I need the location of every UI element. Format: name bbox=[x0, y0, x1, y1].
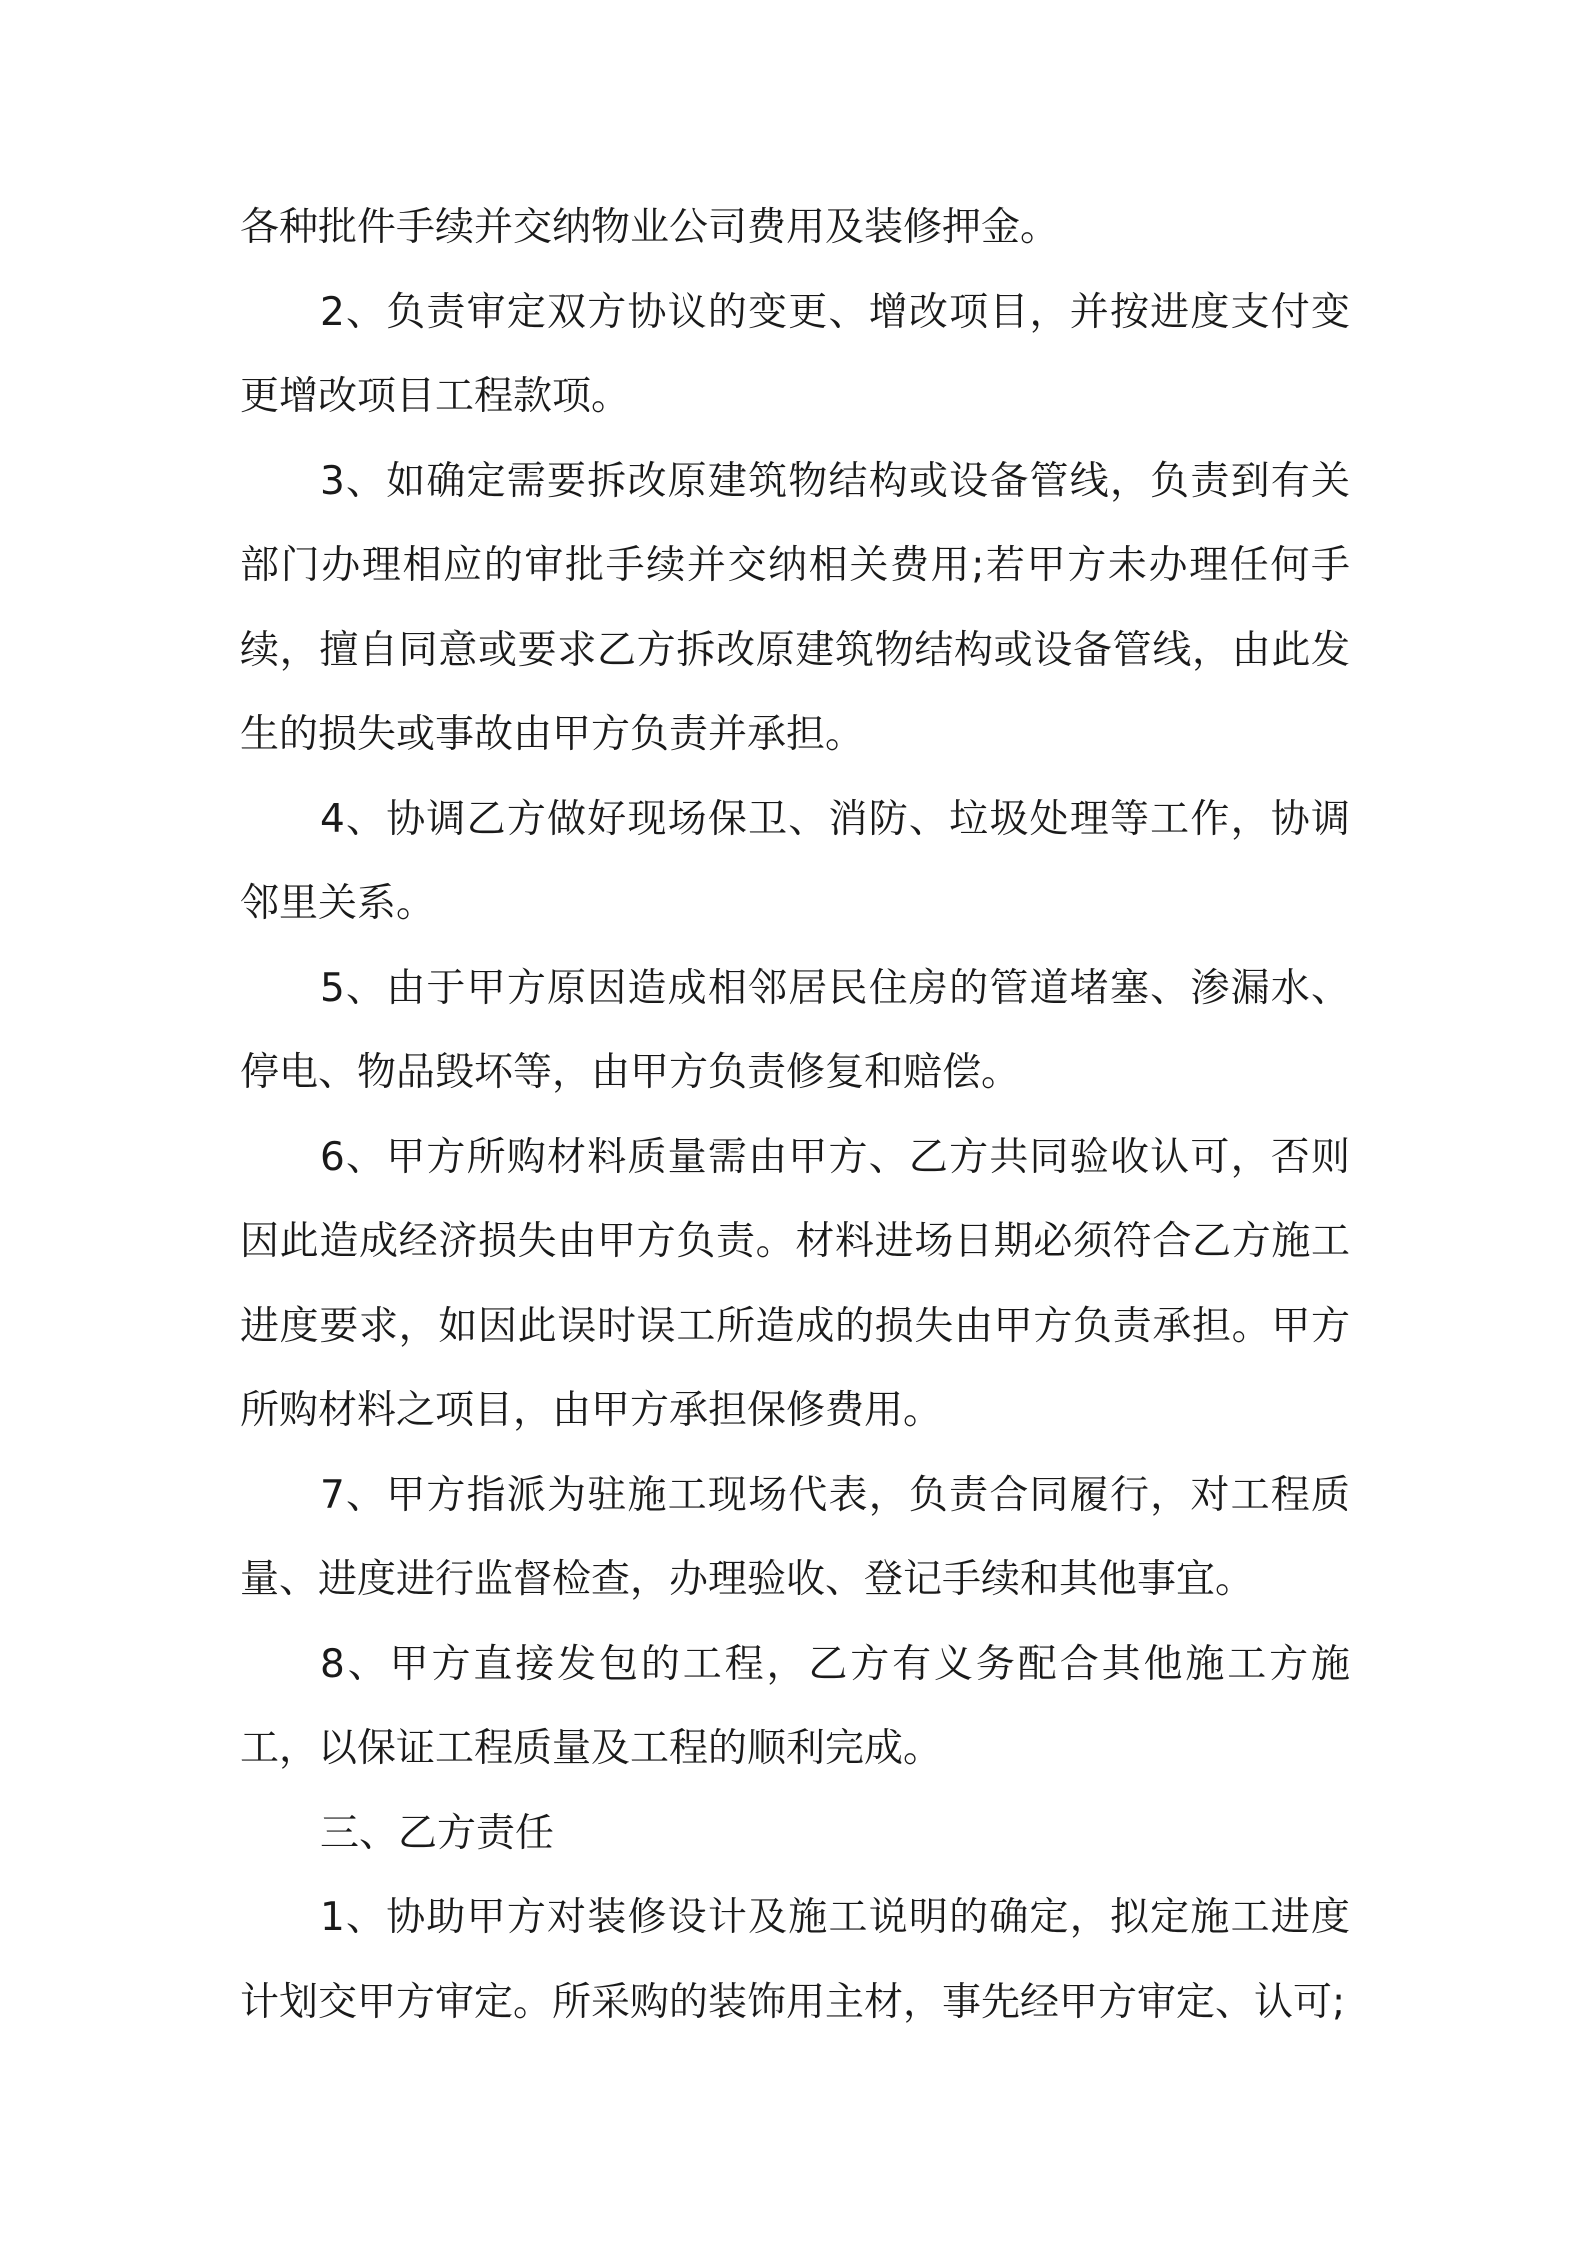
paragraph-continuation: 各种批件手续并交纳物业公司费用及装修押金。 bbox=[240, 205, 1060, 250]
paragraph-party-b-item-1: 1、协助甲方对装修设计及施工说明的确定，拟定施工进度计划交甲方审定。所采购的装饰用主材，事先经甲方审定、认可; bbox=[240, 1895, 1350, 2025]
paragraph-item-6: 6、甲方所购材料质量需由甲方、乙方共同验收认可，否则因此造成经济损失由甲方负责。材料进场日期必须符合乙方施工进度要求，如因此误时误工所造成的损失由甲方负责承担。甲方所购材料之项目，由甲方承担保修费用。 bbox=[240, 1134, 1350, 1433]
paragraph-item-3: 3、如确定需要拆改原建筑物结构或设备管线，负责到有关部门办理相应的审批手续并交纳相关费用;若甲方未办理任何手续，擅自同意或要求乙方拆改原建筑物结构或设备管线，由此发生的损失或事故由甲方负责并承担。 bbox=[240, 458, 1350, 757]
paragraph-item-8: 8、甲方直接发包的工程，乙方有义务配合其他施工方施工，以保证工程质量及工程的顺利完成。 bbox=[240, 1641, 1350, 1771]
document-body bbox=[240, 186, 1350, 2045]
paragraph-item-4: 4、协调乙方做好现场保卫、消防、垃圾处理等工作，协调邻里关系。 bbox=[240, 796, 1350, 926]
paragraph-item-2: 2、负责审定双方协议的变更、增改项目，并按进度支付变更增改项目工程款项。 bbox=[240, 289, 1350, 419]
section-heading-party-b: 三、乙方责任 bbox=[320, 1810, 555, 1856]
paragraph-item-5: 5、由于甲方原因造成相邻居民住房的管道堵塞、渗漏水、停电、物品毁坏等，由甲方负责修复和赔偿。 bbox=[240, 965, 1350, 1095]
paragraph-item-7: 7、甲方指派为驻施工现场代表，负责合同履行，对工程质量、进度进行监督检查，办理验收、登记手续和其他事宜。 bbox=[240, 1472, 1350, 1602]
